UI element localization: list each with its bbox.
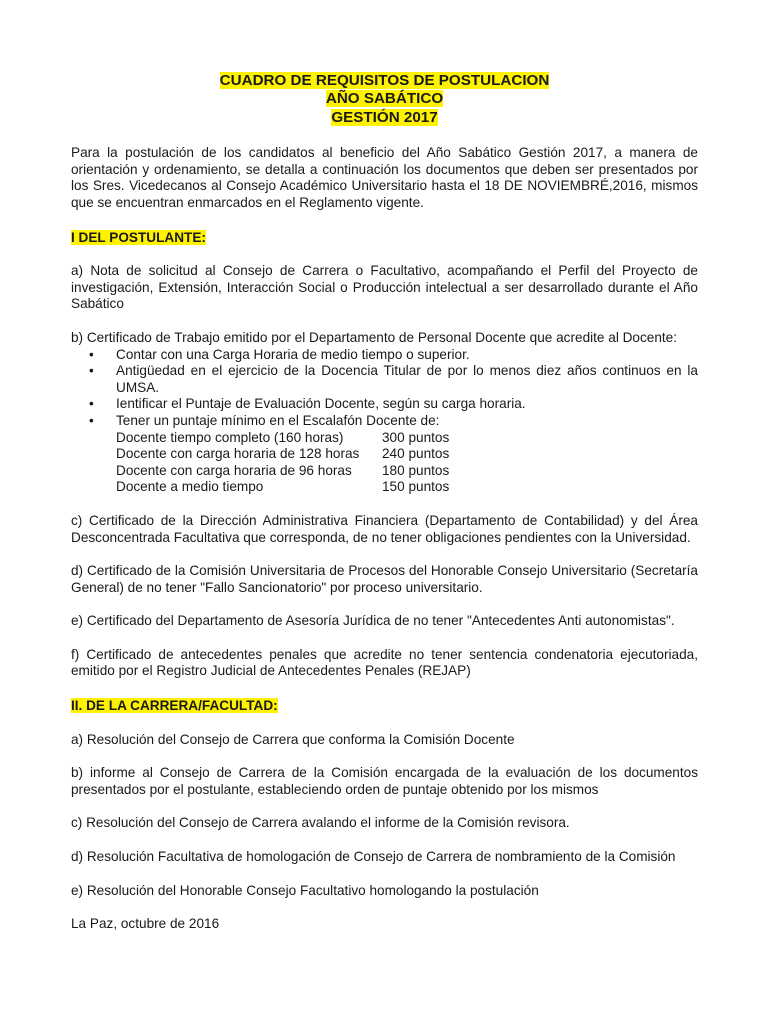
title-line-1: CUADRO DE REQUISITOS DE POSTULACION (219, 72, 550, 89)
bullet-icon: • (89, 396, 94, 412)
section-2-item-b: b) informe al Consejo de Carrera de la Comisión encargada de la evaluación de los documentos presentados por el postulante, estableciendo orden de puntaje obtenido por los mismos (71, 765, 698, 797)
document-title (71, 72, 698, 127)
requirements-list (71, 347, 698, 496)
section-2-item-e: e) Resolución del Honorable Consejo Facultativo homologando la postulación (71, 882, 539, 898)
scale-row (116, 446, 698, 463)
list-item (89, 347, 698, 364)
list-item-text: Tener un puntaje mínimo en el Escalafón Docente de: (116, 412, 440, 428)
scale-points: 300 puntos (382, 429, 450, 445)
list-item (89, 363, 698, 396)
list-item-text: Contar con una Carga Horaria de medio tiempo o superior. (116, 346, 470, 362)
intro-paragraph: Para la postulación de los candidatos al beneficio del Año Sabático Gestión 2017, a manera de orientación y ordenamiento, se detalla a continuación los documentos que deben ser presentados por los Sres. Vicedecanos al Consejo Académico Universitario hasta el 18 DE NOVIEMBRÉ,2016, mismos que se encuentran enmarcados en el Reglamento vigente. (71, 145, 698, 210)
scale-label: Docente tiempo completo (160 horas) (116, 429, 344, 445)
scale-points: 240 puntos (382, 446, 450, 462)
scale-label: Docente con carga horaria de 96 horas (116, 462, 352, 478)
bullet-icon: • (89, 346, 94, 362)
closing-date: La Paz, octubre de 2016 (71, 916, 220, 932)
title-line-2: AÑO SABÁTICO (325, 90, 444, 108)
section-1-heading (71, 230, 698, 247)
list-item-text: Antigüedad en el ejercicio de la Docencia Titular de por lo menos diez años continuos en la UMSA. (116, 363, 698, 395)
list-item (89, 413, 698, 496)
list-item (89, 396, 698, 413)
section-2-heading-text: II. DE LA CARRERA/FACULTAD: (71, 698, 278, 714)
section-2-item-a: a) Resolución del Consejo de Carrera que conforma la Comisión Docente (71, 731, 515, 747)
title-line-3: GESTIÓN 2017 (331, 108, 438, 126)
section-1-item-e: e) Certificado del Departamento de Asesoría Jurídica de no tener "Antecedentes Anti autonomistas". (71, 613, 675, 629)
scale-label: Docente a medio tiempo (116, 479, 264, 495)
scale-points: 150 puntos (382, 479, 450, 495)
points-scale (116, 430, 698, 496)
section-1-item-f: f) Certificado de antecedentes penales que acredite no tener sentencia condenatoria ejecutoriada, emitido por el Registro Judicial de Antecedentes Penales (REJAP) (71, 646, 698, 679)
bullet-icon: • (89, 412, 94, 428)
section-1-item-d: d) Certificado de la Comisión Universitaria de Procesos del Honorable Consejo Universitario (Secretaría General) de no tener "Fallo Sancionatorio" por proceso universitario. (71, 563, 698, 595)
scale-row (116, 479, 698, 496)
document-page (71, 72, 698, 933)
scale-row (116, 463, 698, 480)
list-item-text: Ientificar el Puntaje de Evaluación Docente, según su carga horaria. (116, 396, 526, 412)
scale-label: Docente con carga horaria de 128 horas (116, 446, 360, 462)
section-1-item-c: c) Certificado de la Dirección Administrativa Financiera (Departamento de Contabilidad) y del Área Desconcentrada Facultativa que corresponda, de no tener obligaciones pendientes con la Universidad. (71, 512, 698, 545)
section-1-item-b-intro: b) Certificado de Trabajo emitido por el Departamento de Personal Docente que acredite al Docente: (71, 329, 678, 345)
section-2-item-c: c) Resolución del Consejo de Carrera avalando el informe de la Comisión revisora. (71, 815, 570, 831)
section-1-item-b (71, 330, 698, 496)
scale-row (116, 430, 698, 447)
scale-points: 180 puntos (382, 462, 450, 478)
section-2-item-d: d) Resolución Facultativa de homologación de Consejo de Carrera de nombramiento de la Comisión (71, 849, 676, 865)
bullet-icon: • (89, 363, 94, 379)
section-1-item-a: a) Nota de solicitud al Consejo de Carrera o Facultativo, acompañando el Perfil del Proyecto de investigación, Extensión, Interacción Social o Producción intelectual a ser desarrollado durante el Año Sabático (71, 263, 698, 312)
section-2-heading (71, 698, 698, 715)
section-1-heading-text: I DEL POSTULANTE: (71, 229, 206, 245)
